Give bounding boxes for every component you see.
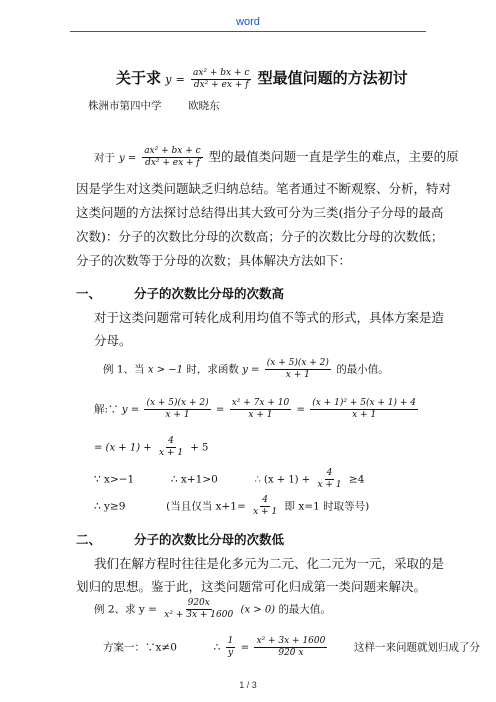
title-formula-fraction <box>191 68 251 91</box>
plan-equals: = <box>240 642 250 654</box>
solution-frac-3-num: (x + 1)² + 5(x + 1) + 4 <box>312 398 417 408</box>
solution-frac-1-den: x + 1 <box>165 410 190 420</box>
plan-one-label: 方案一：∵x≠0 <box>103 641 177 654</box>
plan-frac-1-den: y <box>227 648 234 658</box>
solution-frac-2 <box>230 398 291 421</box>
author-line <box>88 98 220 114</box>
solution-frac-6-den: x + 1 <box>253 507 278 517</box>
solution-frac-4 <box>157 436 185 459</box>
section2-num: 二、 <box>76 533 102 547</box>
plan-frac-2-num: x² + 3x + 1600 <box>256 636 326 646</box>
solution-line-2-a: = (x + 1) + <box>94 442 152 454</box>
intro-line-4: 分子的次数等于分母的次数；具体解决方法如下： <box>76 253 352 268</box>
header-divider <box>70 31 426 32</box>
intro-line-2: 这类问题的方法探讨总结得出其大致可分为三类(指分子分母的最高 <box>76 205 444 220</box>
solution-frac-5-num: 4 <box>326 468 333 478</box>
title-prefix: 关于求 <box>116 70 162 87</box>
section2-heading <box>76 530 284 548</box>
section1-p2: 分母。 <box>94 333 132 348</box>
plan-one-line <box>103 636 480 659</box>
intro-lead: 对于 <box>94 152 115 164</box>
section2-p1: 我们在解方程时往往是化多元为二元、化二元为一元，采取的是 <box>94 556 445 571</box>
section1-num: 一、 <box>76 287 102 301</box>
title-formula-y: y <box>165 73 172 86</box>
solution-frac-6-num: 4 <box>262 495 269 505</box>
example2 <box>94 598 331 621</box>
example1: 例 1、当 x > −1 时，求函数 y = $\frac{(x + 5)(x + 2)}{x + 1}$ 的最小值。 <box>103 358 389 380</box>
author-name: 欧晓东 <box>188 100 220 112</box>
example2-function-den: x² + 3x + 1600 <box>164 610 234 620</box>
section1-title: 分子的次数比分母的次数高 <box>133 287 284 301</box>
solution-line-3 <box>94 468 364 491</box>
page-title: 关于求 y = $\frac{\text{ax² + bx + c}}{\text{dx² + ex + f}}$ 型最值问题的方法初讨 <box>116 67 408 90</box>
plan-frac-1 <box>226 636 236 659</box>
solution-line-3-c: ∴ (x + 1) + <box>254 474 311 486</box>
example2-label: 例 2、求 y = <box>94 603 157 616</box>
title-formula-den: dx² + ex + f <box>193 79 249 90</box>
solution-line-3-b: ∴ x+1>0 <box>170 473 218 486</box>
solution-line-1: 解:∵ y = $\frac{(x + 5)(x + 2)}{x + 1}$ = $\frac{\text{x² + 7x + 10}}{x + 1}$ = $\frac{\text{(x + 1)² + 5(x + 1) + 4}}{x + 1}$ <box>94 398 417 420</box>
example2-function-num: 920x <box>187 598 210 608</box>
title-suffix: 型最值问题的方法初讨 <box>257 70 408 87</box>
example1-function-num: (x + 5)(x + 2) <box>266 358 329 368</box>
solution-line-3-a: ∵ x>−1 <box>94 473 135 486</box>
header-label: word <box>236 16 260 28</box>
author-school: 株洲市第四中学 <box>88 100 162 112</box>
section2-title: 分子的次数比分母的次数低 <box>133 533 284 547</box>
example1-function-den: x + 1 <box>285 370 310 380</box>
solution-frac-1-num: (x + 5)(x + 2) <box>146 398 209 408</box>
solution-line-2-b: + 5 <box>190 442 209 454</box>
intro-formula-num: ax² + bx + c <box>144 146 201 156</box>
example1-function <box>265 358 331 381</box>
example2-function <box>162 598 235 621</box>
example1-label: 例 1、当 <box>103 363 145 376</box>
intro-line-1: 因是学生对这类问题缺乏归纳总结。笔者通过不断观察、分析，特对 <box>76 181 452 196</box>
solution-frac-4-num: 4 <box>168 436 174 446</box>
solution-frac-5 <box>315 468 343 491</box>
section1-heading <box>76 284 284 302</box>
solution-line-4 <box>94 495 369 518</box>
plan-frac-1-num: 1 <box>227 636 234 646</box>
example1-condition: x > −1 <box>147 364 183 376</box>
solution-frac-3 <box>310 398 418 421</box>
intro-after: 型的最值类问题一直是学生的难点，主要的原 <box>208 149 459 164</box>
example2-ask: 的最大值。 <box>278 603 331 616</box>
solution-frac-2-den: x + 1 <box>248 410 273 420</box>
intro-first-line: 对于 y = $\frac{\text{ax² + bx + c}}{\text{dx² + ex + f}}$ 型的最值类问题一直是学生的难点，主要的原 <box>94 146 459 168</box>
solution-line-2 <box>94 436 208 459</box>
section2-p2: 划归的思想。鉴于此，这类问题常可化归成第一类问题来解决。 <box>76 579 427 594</box>
page-number: 1 / 3 <box>239 680 257 690</box>
solution-line-3-d: ≥4 <box>348 473 365 486</box>
solution-lead: 解:∵ <box>94 403 119 416</box>
plan-one-therefore: ∴ <box>213 641 221 654</box>
solution-line-4-a: ∴ y≥9 <box>94 500 126 513</box>
section1-p1: 对于这类问题常可转化成利用均值不等式的形式，具体方案是造 <box>94 310 445 325</box>
solution-line-4-c: 即 x=1 时取等号) <box>284 500 370 513</box>
intro-formula <box>142 146 202 169</box>
solution-frac-6 <box>251 495 279 518</box>
plan-frac-2 <box>254 636 327 659</box>
example2-condition: (x > 0) <box>240 604 276 616</box>
example1-ask: 的最小值。 <box>336 363 389 376</box>
plan-frac-2-den: 920 x <box>278 648 304 658</box>
intro-line-3: 次数)：分子的次数比分母的次数高；分子的次数比分母的次数低； <box>76 229 444 244</box>
solution-line-4-b: (当且仅当 x+1= <box>166 500 246 513</box>
title-formula-num: ax² + bx + c <box>192 67 250 78</box>
solution-frac-2-num: x² + 7x + 10 <box>231 398 290 408</box>
solution-frac-1 <box>144 398 210 421</box>
solution-frac-4-den: x + 1 <box>159 448 184 458</box>
plan-one-text: 这样一来问题就划归成了分 <box>354 641 481 654</box>
example1-text: 时，求函数 <box>186 363 239 376</box>
solution-frac-3-den: x + 1 <box>352 410 377 420</box>
solution-frac-5-den: x + 1 <box>317 480 342 490</box>
intro-formula-den: dx² + ex + f <box>145 158 200 168</box>
